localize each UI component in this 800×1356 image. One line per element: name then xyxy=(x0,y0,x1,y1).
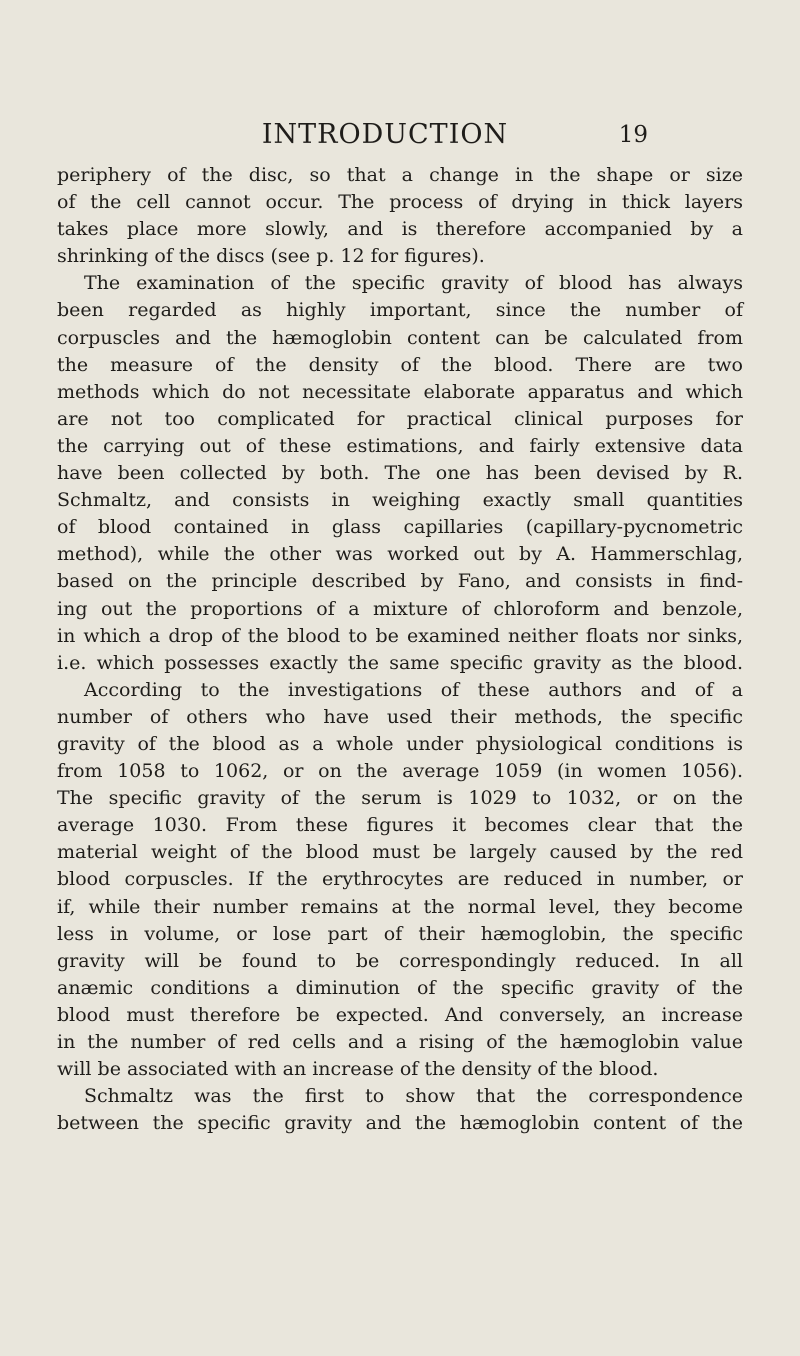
text-line: if, while their number remains at the normal level, they become xyxy=(57,895,743,918)
text-line: are not too complicated for practical clinical purposes for xyxy=(57,407,743,430)
text-line: i.e. which possesses exactly the same specific gravity as the blood. xyxy=(57,651,743,674)
text-line: less in volume, or lose part of their hæmoglobin, the specific xyxy=(57,922,743,945)
text-line: between the specific gravity and the hæmoglobin content of the xyxy=(57,1112,743,1135)
text-line: gravity of the blood as a whole under physiological conditions is xyxy=(57,732,743,755)
text-line: been regarded as highly important, since the number of xyxy=(57,299,743,322)
text-line: method), while the other was worked out by A. Hammerschlag, xyxy=(57,543,743,566)
text-line: corpuscles and the hæmoglobin content can be calculated from xyxy=(57,326,743,349)
text-line: blood must therefore be expected. And conversely, an increase xyxy=(57,1003,743,1026)
text-line: methods which do not necessitate elaborate apparatus and which xyxy=(57,380,743,403)
text-line: periphery of the disc, so that a change in the shape or size xyxy=(57,164,743,186)
text-line: anæmic conditions a diminution of the specific gravity of the xyxy=(57,976,743,999)
text-line: in the number of red cells and a rising of the hæmoglobin value xyxy=(57,1031,743,1053)
text-line: have been collected by both. The one has been devised by R. xyxy=(57,462,743,485)
text-line: material weight of the blood must be largely caused by the red xyxy=(57,841,743,864)
text-line: will be associated with an increase of the density of the blood. xyxy=(57,1058,659,1081)
text-line: Schmaltz, and consists in weighing exactly small quantities xyxy=(57,489,743,512)
text-line: According to the investigations of these authors and of a xyxy=(84,678,743,701)
text-line: gravity will be found to be correspondingly reduced. In all xyxy=(57,949,743,972)
text-line: The specific gravity of the serum is 1029 to 1032, or on the xyxy=(57,787,743,810)
text-line: based on the principle described by Fano, and consists in find- xyxy=(57,570,743,593)
text-line: in which a drop of the blood to be examined neither floats nor sinks, xyxy=(57,624,743,647)
text-line: number of others who have used their methods, the specific xyxy=(57,705,743,728)
text-line: of the cell cannot occur. The process of drying in thick layers xyxy=(57,191,743,214)
text-line: the carrying out of these estimations, and fairly extensive data xyxy=(57,434,743,457)
running-head xyxy=(185,118,648,152)
text-line: of blood contained in glass capillaries (capillary-pycnometric xyxy=(57,516,743,539)
text-line: blood corpuscles. If the erythrocytes are reduced in number, or xyxy=(57,868,743,891)
text-line: ing out the proportions of a mixture of chloroform and benzole, xyxy=(57,597,743,620)
body-text xyxy=(57,162,743,1137)
text-line: shrinking of the discs (see p. 12 for figures). xyxy=(57,245,485,268)
text-line: Schmaltz was the first to show that the correspondence xyxy=(84,1085,743,1108)
text-line: average 1030. From these figures it becomes clear that the xyxy=(57,814,743,837)
text-line: takes place more slowly, and is therefore accompanied by a xyxy=(57,218,743,241)
chapter-title: INTRODUCTION xyxy=(261,119,509,150)
text-line: the measure of the density of the blood. There are two xyxy=(57,353,743,376)
page-number: 19 xyxy=(618,122,648,148)
text-line: The examination of the specific gravity of blood has always xyxy=(84,272,743,295)
text-line: from 1058 to 1062, or on the average 1059 (in women 1056). xyxy=(57,760,743,783)
